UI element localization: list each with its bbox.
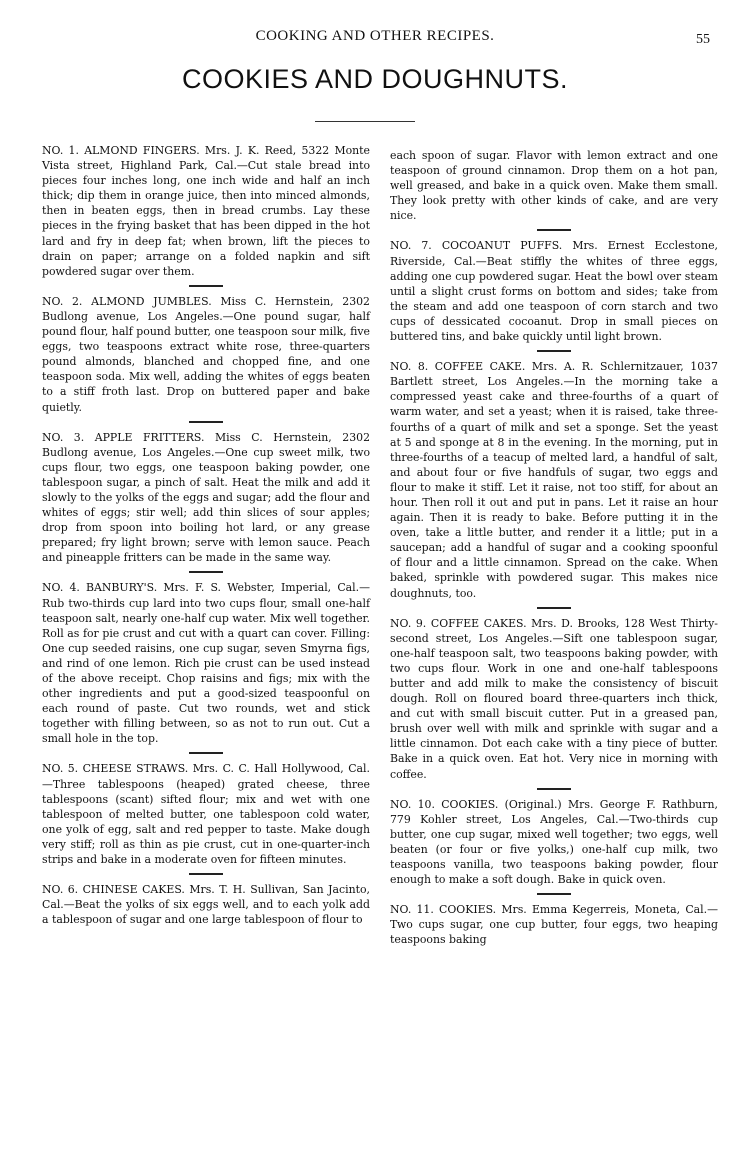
recipe-3: NO. 3. APPLE FRITTERS. Miss C. Hernstein, 2302 Budlong avenue, Los Angeles.—One cup sweet milk, two cups flour, two eggs, one teaspoon baking powder, one tablespoon sugar, a pinch of salt. Heat the milk and add it slowly to the yolks of the eggs and sugar; add the flour and whites of eggs; stir well; add thin slices of sour apples; drop from spoon into boiling hot lard, or any grease prepared; fry light brown; serve with lemon sauce. Peach and pineapple fritters can be made in the same way. bbox=[42, 430, 370, 565]
recipe-4: NO. 4. BANBURY'S. Mrs. F. S. Webster, Imperial, Cal.—Rub two-thirds cup lard into two cups flour, small one-half teaspoon salt, nearly one-half cup water. Mix well together. Roll as for pie crust and cut with a quart can cover. Filling: One cup seeded raisins, one cup sugar, seven Smyrna figs, and rind of one lemon. Rich pie crust can be used instead of the above receipt. Chop raisins and figs; mix with the other ingredients and put a good-sized teaspoonful on each round of paste. Cut two rounds, wet and stick together with filling between, so as not to run out. Cut a small hole in the top. bbox=[42, 581, 370, 746]
recipe-separator bbox=[189, 421, 223, 423]
recipe-separator bbox=[537, 893, 571, 895]
recipe-10: NO. 10. COOKIES. (Original.) Mrs. George F. Rathburn, 779 Kohler street, Los Angeles, Cal.—Two-thirds cup butter, one cup sugar, mixed well together; two eggs, well beaten (or four or five yolks,) one-half cup milk, two teaspoons vanilla, two teaspoons baking powder, flour enough to make a soft dough. Bake in quick oven. bbox=[390, 797, 718, 887]
title-rule bbox=[315, 121, 415, 122]
recipe-5: NO. 5. CHEESE STRAWS. Mrs. C. C. Hall Hollywood, Cal.—Three tablespoons (heaped) grated cheese, three tablespoons (scant) sifted flour; mix and wet with one tablespoon of melted butter, one tablespoon cold water, one yolk of egg, salt and red pepper to taste. Make dough very stiff; roll as thin as pie crust, cut in one-quarter-inch strips and bake in a moderate oven for fifteen minutes. bbox=[42, 762, 370, 867]
recipe-separator bbox=[537, 229, 571, 231]
recipe-6: NO. 6. CHINESE CAKES. Mrs. T. H. Sullivan, San Jacinto, Cal.—Beat the yolks of six eggs well, and to each yolk add a tablespoon of sugar and one large tablespoon of flour to bbox=[42, 883, 370, 927]
running-header: COOKING AND OTHER RECIPES. bbox=[255, 28, 495, 44]
recipe-separator bbox=[537, 350, 571, 352]
recipe-9: NO. 9. COFFEE CAKES. Mrs. D. Brooks, 128 West Thirty-second street, Los Angeles.—Sift one tablespoon sugar, one-half teaspoon salt, two teaspoons baking powder, with two cups flour. Work in one and one-half tablespoons butter and add milk to make the consistency of biscuit dough. Roll on floured board three-quarters inch thick, and cut with small biscuit cutter. Put in a greased pan, brush over well with milk and sprinkle with sugar and a little cinnamon. Dot each cake with a tiny piece of butter. Bake in a quick oven. Eat hot. Very nice in morning with coffee. bbox=[390, 616, 718, 781]
recipe-separator bbox=[537, 607, 571, 609]
recipe-separator bbox=[189, 285, 223, 287]
recipe-separator bbox=[189, 873, 223, 875]
recipe-6-continued: each spoon of sugar. Flavor with lemon extract and one teaspoon of ground cinnamon. Drop them on a hot pan, well greased, and bake in a quick oven. Make them small. They look pretty with other kinds of cake, and are very nice. bbox=[390, 149, 718, 223]
recipe-11: NO. 11. COOKIES. Mrs. Emma Kegerreis, Moneta, Cal.—Two cups sugar, one cup butter, four eggs, two heaping teaspoons baking bbox=[390, 903, 718, 947]
recipe-separator bbox=[189, 752, 223, 754]
recipe-1: NO. 1. ALMOND FINGERS. Mrs. J. K. Reed, 5322 Monte Vista street, Highland Park, Cal.—Cut stale bread into pieces four inches long, one inch wide and half an inch thick; dip them in orange juice, then into minced almonds, then in beaten eggs, then in bread crumbs. Lay these pieces in the frying basket that has been dipped in the hot lard and fry in deep fat; when brown, lift the pieces to drain on paper; arrange on a folded napkin and sift powdered sugar over them. bbox=[42, 144, 370, 278]
recipe-separator bbox=[189, 571, 223, 573]
recipe-8: NO. 8. COFFEE CAKE. Mrs. A. R. Schlernitzauer, 1037 Bartlett street, Los Angeles.—In the morning take a compressed yeast cake and three-fourths of a quart of warm water, and set a yeast; when it is raised, take three-fourths of a quart of milk and set a sponge. Set the yeast at 5 and sponge at 8 in the evening. In the morning, put in three-fourths of a teacup of melted lard, a handful of salt, and about four or five handfuls of sugar, two eggs and flour to make it stiff. Let it raise, not too stiff, for about an hour. Then roll it out and put in pans. Let it raise an hour again. Then it is ready to bake. Before putting it in the oven, take a little butter, and render it a little; put in a saucepan; add a handful of sugar and a cooking spoonful of flour and a little cinnamon. Spread on the cake. When baked, sprinkle with powdered sugar. This makes nice doughnuts, too. bbox=[390, 360, 718, 600]
page-number: 55 bbox=[696, 32, 710, 47]
recipe-separator bbox=[537, 788, 571, 790]
left-column bbox=[42, 143, 370, 927]
right-column bbox=[390, 148, 718, 948]
section-title: COOKIES AND DOUGHNUTS. bbox=[181, 64, 569, 94]
recipe-7: NO. 7. COCOANUT PUFFS. Mrs. Ernest Ecclestone, Riverside, Cal.—Beat stiffly the whites of three eggs, adding one cup powdered sugar. Heat the bowl over steam until a slight crust forms on bottom and sides; take from the steam and add one teaspoon of corn starch and two cups of dessicated cocoanut. Drop in small pieces on buttered tins, and bake quickly until light brown. bbox=[390, 239, 718, 344]
recipe-2: NO. 2. ALMOND JUMBLES. Miss C. Hernstein, 2302 Budlong avenue, Los Angeles.—One pound sugar, half pound flour, half pound butter, one teaspoon sour milk, five eggs, two teaspoons extract white rose, three-quarters pound almonds, blanched and chopped fine, and one teaspoon soda. Mix well, adding the whites of eggs beaten to a stiff froth last. Drop on buttered paper and bake quietly. bbox=[42, 294, 370, 414]
